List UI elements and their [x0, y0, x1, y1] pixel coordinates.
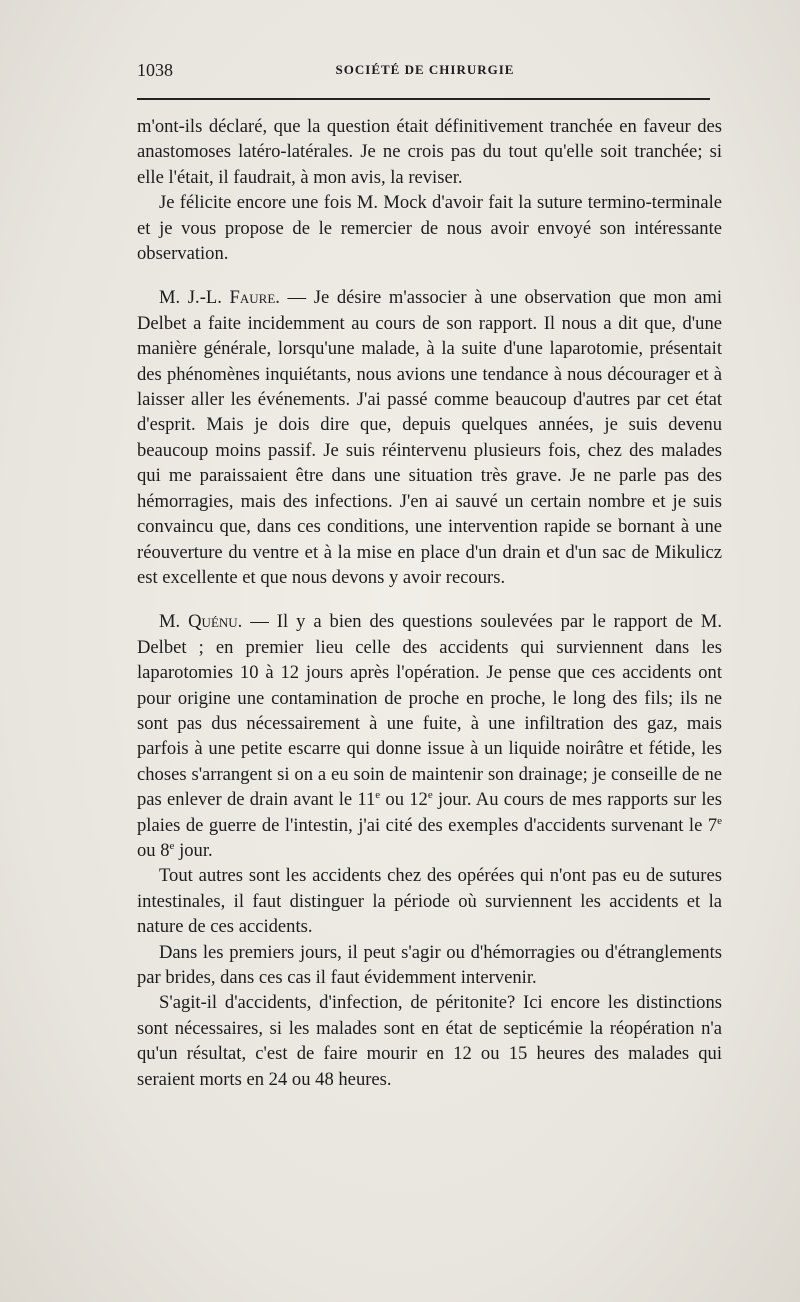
speaker-name: Quénu — [188, 611, 238, 633]
paragraph-infection: S'agit-il d'accidents, d'infection, de péritonite? Ici encore les distinctions sont nécessaires, si les malades sont en état de septicémie la réopération n'a qu'un résultat, c'est de faire mourir en 12 ou 15 heures des malades qui seraient morts en 24 ou 48 heures. — [137, 992, 722, 1090]
paragraph-first-days: Dans les premiers jours, il peut s'agir ou d'hémorragies ou d'étranglements par brides, dans ces cas il faut évidemment intervenir. — [137, 941, 722, 988]
page-number: 1038 — [137, 60, 173, 80]
paragraph-faure-text: . — Je désire m'associer à une observation que mon ami Delbet a faite incidemment au cours de son rapport. Il nous a dit que, d'une manière générale, lorsqu'une malade, à la suite d'une laparotomie, présentait des phénomènes inquiétants, nous avions une tendance à nous décourager et à laisser aller les événements. J'ai passé comme beaucoup d'autres par cet état d'esprit. Mais je dois dire que, depuis quelques années, je suis devenu beaucoup moins passif. Je suis réintervenu plusieurs fois, chez des malades qui me paraissaient être dans une situation très grave. Je ne parle pas des hémorragies, mais des infections. J'en ai sauvé un certain nombre et je suis convaincu que, dans ces conditions, une intervention rapide se bornant à une réouverture du ventre et à la mise en place d'un drain et d'un sac de Mikulicz est excellente et que nous devons y avoir recours. — [137, 287, 723, 588]
ordinal-number: 7 — [707, 814, 718, 836]
ordinal-number: 11 — [357, 789, 376, 811]
ordinal-suffix: e — [169, 839, 175, 852]
speaker-name: Faure — [229, 287, 276, 309]
paragraph-mock: Je félicite encore une fois M. Mock d'avoir fait la suture termino-terminale et je vous propose de le remercier de nous avoir envoyé son intéressante observation. — [137, 192, 722, 265]
ordinal-suffix: e — [375, 788, 381, 801]
ordinal-suffix: e — [427, 788, 433, 801]
ordinal-number: 12 — [409, 789, 428, 811]
header-rule — [137, 98, 710, 100]
text-fragment: jour. — [174, 839, 213, 861]
text-fragment: jour. Au cours de mes rapports sur les plaies de guerre de l'intestin, j'ai cité des exemples d'accidents survenant le — [137, 789, 723, 836]
paragraph-quenu — [137, 609, 722, 863]
page-header — [137, 60, 713, 86]
paragraph-quenu-text: . — Il y a bien des questions soulevées par le rapport de M. Delbet ; en premier lieu celle des accidents qui surviennent dans les laparotomies 10 à 12 jours après l'opération. Je pense que ces accidents ont pour origine une contamination de proche en proche, le long des fils; ils ne sont pas dus nécessairement à une fuite, à une infiltration des gaz, mais parfois à une petite escarre qui donne issue à un liquide noirâtre et fétide, les choses s'arrangent si on a eu soin de maintenir son drainage; je conseille de ne pas enlever de drain avant le — [137, 611, 722, 811]
text-fragment: ou — [137, 839, 161, 861]
running-title: SOCIÉTÉ DE CHIRURGIE — [335, 62, 515, 77]
ordinal-number: 8 — [160, 839, 170, 861]
text-fragment: ou — [380, 789, 410, 811]
speaker-prefix: M. J.-L. — [159, 287, 230, 309]
ordinal-suffix: e — [717, 814, 722, 827]
paragraph-faure — [137, 285, 722, 590]
paragraph-accidents: Tout autres sont les accidents chez des opérées qui n'ont pas eu de sutures intestinales, il faut distinguer la période où surviennent les accidents et la nature de ces accidents. — [137, 865, 722, 938]
paragraph-continuation: m'ont-ils déclaré, que la question était définitivement tranchée en faveur des anastomoses latéro-latérales. Je ne crois pas du tout qu'elle soit tranchée; si elle l'était, il faudrait, à mon avis, la reviser. — [137, 116, 722, 188]
body-text — [137, 114, 722, 1092]
speaker-prefix: M. — [159, 611, 189, 633]
